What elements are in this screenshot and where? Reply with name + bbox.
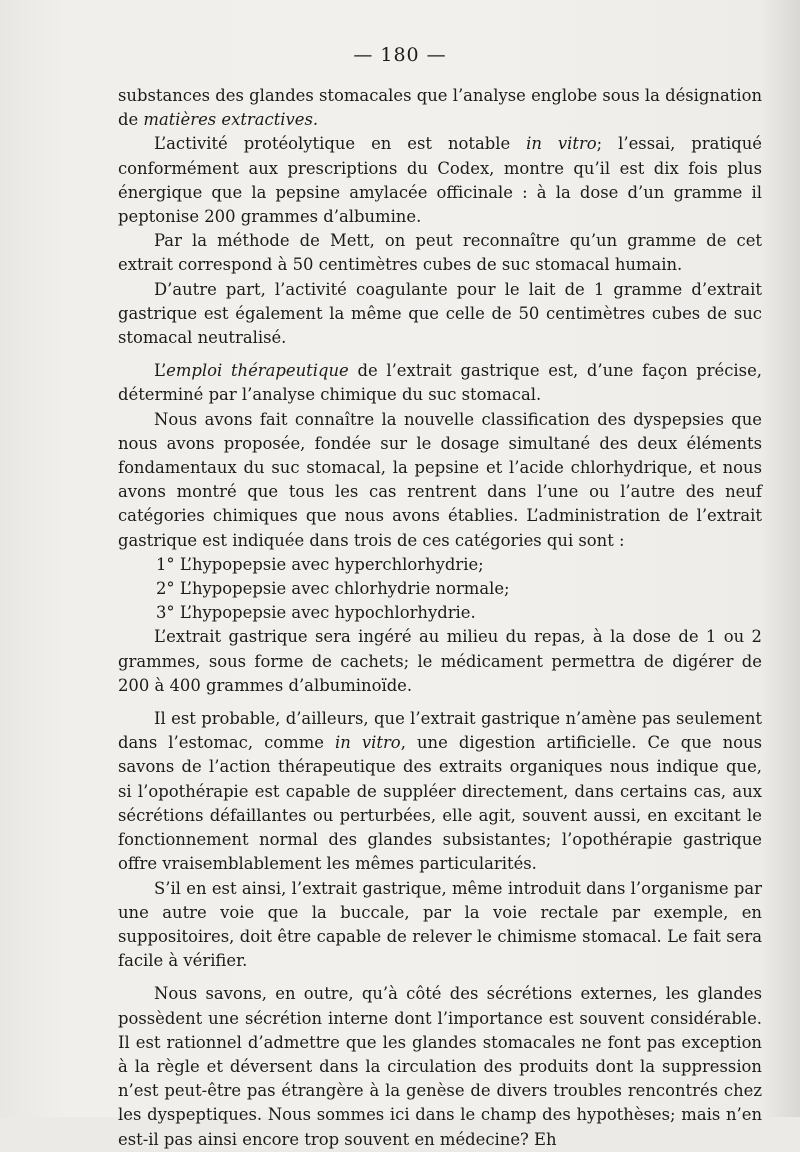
paragraph-internal-secretion: Nous savons, en outre, qu’à côté des sécrétions externes, les glandes possèdent une sécrétion interne dont l’importance est souvent considérable. Il est rationnel d’admettre que les glandes stomacales ne font pas exception à la règle et déversent dans la circulation des produits dont la suppression n’est peut-être pas étrangère à la genèse de divers troubles rencontrés chez les dyspeptiques. Nous sommes ici dans le champ des hypothèses; mais n’en est-il pas ainsi encore trop souvent en médecine? Eh <box>118 984 762 1149</box>
paragraph-classification: Nous avons fait connaître la nouvelle classification des dyspepsies que nous avons proposée, fondée sur le dosage simultané des deux éléments fondamentaux du suc stomacal, la pepsine et l’acide chlorhydrique, et nous avons montré que tous les cas rentrent dans l’une ou l’autre des neuf catégories chimiques que nous avons établies. L’administration de l’extrait gastrique est indiquée dans trois de ces catégories qui sont : <box>118 409 762 550</box>
paragraph-dosage: L’extrait gastrique sera ingéré au milieu du repas, à la dose de 1 ou 2 grammes, sous forme de cachets; le médicament permettra de digérer de 200 à 400 grammes d’albuminoïde. <box>118 627 762 695</box>
italic-term: matières extractives. <box>143 110 319 130</box>
text-run: , une digestion artificielle. Ce que nous savons de l’action thérapeutique des extraits organiques nous indique que, si l’opothérapie est capable de suppléer directement, dans certains cas, aux sécrétions défaillantes ou perturbées, elle agit, souvent aussi, en excitant le fonctionnement normal des glandes subsistantes; l’opothérapie gastrique offre vraisemblablement les mêmes particularités. <box>118 733 763 874</box>
text-run: substances des glandes stomacales que l’analyse englobe sous la désignation de <box>118 86 762 130</box>
italic-term: in vitro <box>526 134 597 154</box>
italic-term: emploi thérapeutique <box>166 361 349 381</box>
page-number: — 180 — <box>353 44 447 66</box>
paragraph-opotherapy <box>118 707 762 876</box>
italic-term: in vitro <box>335 733 401 753</box>
text-run: Il est probable, d’ailleurs, que l’extrait gastrique n’amène pas seulement dans l’estomac, comme <box>118 709 762 753</box>
text-run: L’ <box>154 361 167 381</box>
paragraph-mett-method: Par la méthode de Mett, on peut reconnaître qu’un gramme de cet extrait correspond à 50 centimètres cubes de suc stomacal humain. <box>118 231 762 275</box>
list-item: 2° L’hypopepsie avec chlorhydrie normale; <box>156 579 510 599</box>
paragraph-rectal-route: S’il en est ainsi, l’extrait gastrique, même introduit dans l’organisme par une autre voie que la buccale, par la voie rectale par exemple, en suppositoires, doit être capable de relever le chimisme stomacal. Le fait sera facile à vérifier. <box>118 878 762 971</box>
body-text <box>118 84 762 1152</box>
text-run: ; l’essai, pratiqué conformément aux prescriptions du Codex, montre qu’il est dix fois plus énergique que la pepsine amylacée officinale : à la dose d’un gramme il peptonise 200 grammes d’albumine. <box>118 134 762 227</box>
text-run: L’activité protéolytique en est notable <box>154 134 527 154</box>
paragraph-coagulant-activity: D’autre part, l’activité coagulante pour le lait de 1 gramme d’extrait gastrique est également la même que celle de 50 centimètres cubes de suc stomacal neutralisé. <box>118 279 762 348</box>
paragraph-continuation <box>118 84 762 132</box>
paragraph-proteolytic-activity <box>118 132 762 229</box>
text-run: de l’extrait gastrique est, d’une façon précise, déterminé par l’analyse chimique du suc stomacal. <box>118 361 763 405</box>
paragraph-therapeutic-use <box>118 359 762 407</box>
list-item: 1° L’hypopepsie avec hyperchlorhydrie; <box>156 554 484 574</box>
list-item: 3° L’hypopepsie avec hypochlorhydrie. <box>156 603 476 623</box>
